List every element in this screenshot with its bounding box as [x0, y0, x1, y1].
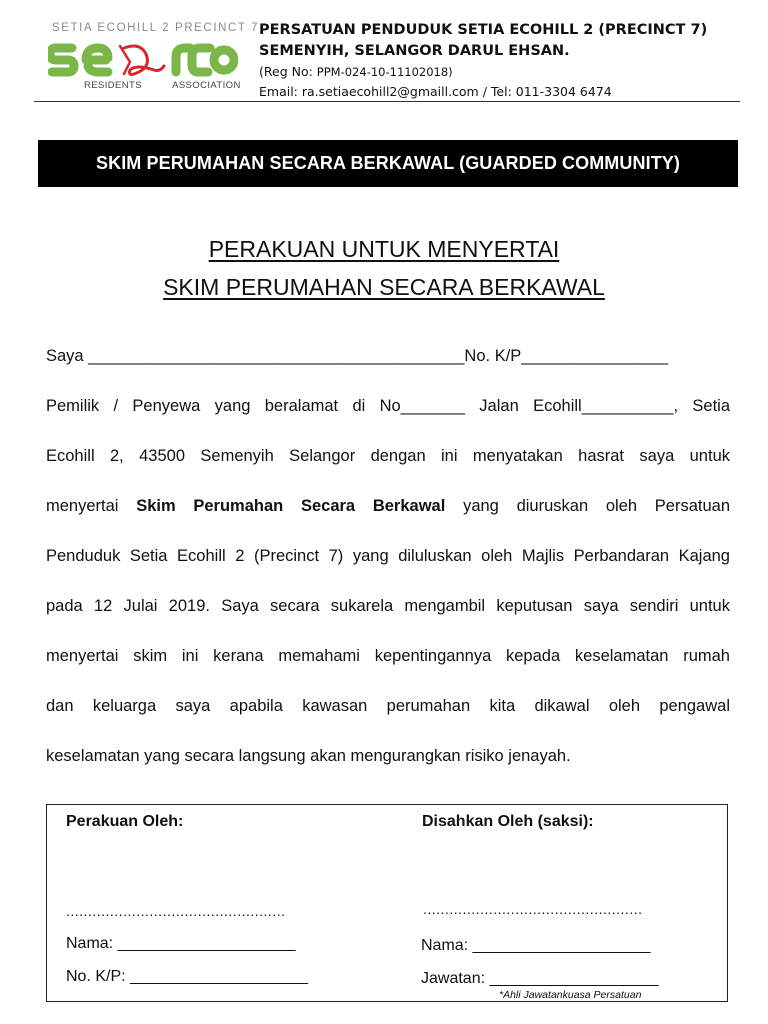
registration-value: PPM-024-10-11102018)	[316, 65, 453, 79]
witness-signature-line: ..................................................	[423, 901, 643, 917]
committee-note: *Ahli Jawatankuasa Persatuan	[499, 989, 642, 1001]
logo-residents-text: RESIDENTS	[84, 80, 142, 91]
body-line-3-post: yang diuruskan oleh Persatuan	[463, 497, 730, 515]
organization-name: PERSATUAN PENDUDUK SETIA ECOHILL 2 (PRECINCT 7)	[259, 22, 708, 38]
title-line-2: SKIM PERUMAHAN SECARA BERKAWAL	[163, 274, 605, 300]
logo-bottom-text	[84, 80, 241, 91]
body-line-8: keselamatan yang secara langsung akan mengurangkan risiko jenayah.	[46, 747, 571, 765]
witness-position-field: Jawatan: ___________________	[421, 970, 659, 987]
scheme-banner: SKIM PERUMAHAN SECARA BERKAWAL (GUARDED COMMUNITY)	[38, 140, 738, 187]
declarant-signature-line: ..................................................	[66, 903, 286, 919]
logo-wordmark-graphic	[48, 40, 238, 80]
registration-label: (Reg No:	[259, 64, 313, 79]
contact-info: Email: ra.setiaecohill2@gmaill.com / Tel: 011-3304 6474	[259, 84, 612, 99]
organization-info	[259, 20, 707, 101]
body-line-5: pada 12 Julai 2019. Saya secara sukarela mengambil keputusan saya sendiri untuk	[46, 597, 730, 615]
header-divider	[34, 101, 740, 102]
scheme-name-bold: Skim Perumahan Secara Berkawal	[136, 497, 446, 515]
registration-number	[259, 62, 707, 82]
witness-name-field: Nama: ____________________	[421, 937, 651, 954]
signature-box	[46, 804, 728, 1002]
body-line-3	[46, 497, 730, 521]
witness-heading: Disahkan Oleh (saksi):	[422, 813, 594, 830]
body-line-4: Penduduk Setia Ecohill 2 (Precinct 7) yang diluluskan oleh Majlis Perbandaran Kajang	[46, 547, 730, 565]
body-line-2: Ecohill 2, 43500 Semenyih Selangor dengan ini menyatakan hasrat saya untuk	[46, 447, 730, 465]
organization-location: SEMENYIH, SELANGOR DARUL EHSAN.	[259, 43, 570, 59]
document-title	[0, 230, 768, 306]
body-line-1: Pemilik / Penyewa yang beralamat di No_______ Jalan Ecohill__________, Setia	[46, 397, 730, 415]
declared-by-heading: Perakuan Oleh:	[66, 813, 184, 830]
declarant-ic-field: No. K/P: ____________________	[66, 968, 308, 985]
body-line-7: dan keluarga saya apabila kawasan perumahan kita dikawal oleh pengawal	[46, 697, 730, 715]
title-line-1: PERAKUAN UNTUK MENYERTAI	[208, 236, 560, 262]
logo-association-text: ASSOCIATION	[172, 80, 241, 91]
body-line-3-pre: menyertai	[46, 497, 119, 515]
declarant-name-field: Nama: ____________________	[66, 935, 296, 952]
logo-top-text: SETIA ECOHILL 2 PRECINCT 7	[52, 22, 260, 34]
association-logo	[48, 22, 260, 96]
body-line-6: menyertai skim ini kerana memahami kepentingannya kepada keselamatan rumah	[46, 647, 730, 665]
name-ic-line: Saya _________________________________________No. K/P________________	[46, 347, 669, 365]
